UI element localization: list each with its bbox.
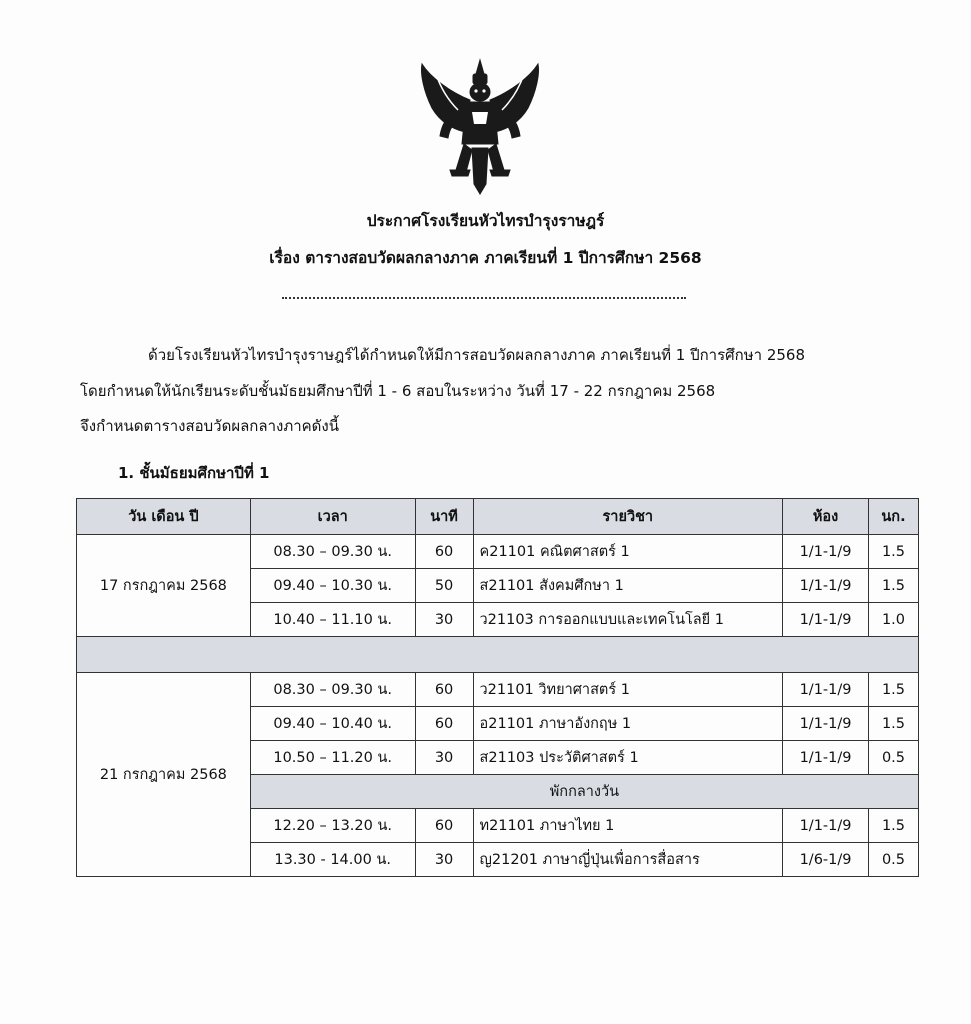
minutes-cell: 60	[415, 809, 473, 843]
credit-cell: 1.0	[868, 603, 918, 637]
time-cell: 09.40 – 10.40 น.	[250, 707, 415, 741]
time-cell: 08.30 – 09.30 น.	[250, 535, 415, 569]
garuda-emblem-icon	[410, 52, 550, 198]
subject-cell: ว21103 การออกแบบและเทคโนโลยี 1	[473, 603, 783, 637]
table-header-row	[77, 499, 919, 535]
date-cell: 21 กรกฎาคม 2568	[77, 673, 251, 877]
subject-cell: ท21101 ภาษาไทย 1	[473, 809, 783, 843]
time-cell: 13.30 - 14.00 น.	[250, 843, 415, 877]
subject-cell: ญ21201 ภาษาญี่ปุ่นเพื่อการสื่อสาร	[473, 843, 783, 877]
date-cell: 17 กรกฎาคม 2568	[77, 535, 251, 637]
minutes-cell: 60	[415, 673, 473, 707]
room-cell: 1/1-1/9	[783, 707, 869, 741]
room-cell: 1/1-1/9	[783, 673, 869, 707]
time-cell: 12.20 – 13.20 น.	[250, 809, 415, 843]
subject-cell: ว21101 วิทยาศาสตร์ 1	[473, 673, 783, 707]
credit-cell: 0.5	[868, 741, 918, 775]
credit-cell: 1.5	[868, 809, 918, 843]
credit-cell: 0.5	[868, 843, 918, 877]
credit-cell: 1.5	[868, 569, 918, 603]
room-cell: 1/1-1/9	[783, 809, 869, 843]
header-date: วัน เดือน ปี	[77, 499, 251, 535]
body-paragraph-3: จึงกำหนดตารางสอบวัดผลกลางภาคดังนี้	[80, 417, 339, 435]
dotted-divider	[282, 297, 686, 299]
subject-cell: ส21101 สังคมศึกษา 1	[473, 569, 783, 603]
time-cell: 09.40 – 10.30 น.	[250, 569, 415, 603]
room-cell: 1/6-1/9	[783, 843, 869, 877]
minutes-cell: 60	[415, 535, 473, 569]
section-title: 1. ชั้นมัธยมศึกษาปีที่ 1	[118, 464, 270, 482]
header-subject: รายวิชา	[473, 499, 783, 535]
time-cell: 10.40 – 11.10 น.	[250, 603, 415, 637]
minutes-cell: 30	[415, 843, 473, 877]
minutes-cell: 30	[415, 603, 473, 637]
room-cell: 1/1-1/9	[783, 535, 869, 569]
time-cell: 08.30 – 09.30 น.	[250, 673, 415, 707]
header-time: เวลา	[250, 499, 415, 535]
header-minutes: นาที	[415, 499, 473, 535]
credit-cell: 1.5	[868, 707, 918, 741]
body-paragraph-2: โดยกำหนดให้นักเรียนระดับชั้นมัธยมศึกษาปีที่ 1 - 6 สอบในระหว่าง วันที่ 17 - 22 กรกฎาคม 2568	[80, 382, 716, 400]
separator-row	[77, 637, 919, 673]
exam-schedule-table	[76, 498, 919, 877]
minutes-cell: 60	[415, 707, 473, 741]
minutes-cell: 50	[415, 569, 473, 603]
announcement-subject: เรื่อง ตารางสอบวัดผลกลางภาค ภาคเรียนที่ 1 ปีการศึกษา 2568	[269, 249, 702, 267]
minutes-cell: 30	[415, 741, 473, 775]
credit-cell: 1.5	[868, 535, 918, 569]
separator-cell	[77, 637, 919, 673]
credit-cell: 1.5	[868, 673, 918, 707]
lunch-break-cell: พักกลางวัน	[250, 775, 918, 809]
header-credit: นก.	[868, 499, 918, 535]
room-cell: 1/1-1/9	[783, 741, 869, 775]
subject-cell: ส21103 ประวัติศาสตร์ 1	[473, 741, 783, 775]
body-paragraph-1: ด้วยโรงเรียนหัวไทรบำรุงราษฎร์ได้กำหนดให้มีการสอบวัดผลกลางภาค ภาคเรียนที่ 1 ปีการศึกษา 2568	[148, 346, 806, 364]
header-room: ห้อง	[783, 499, 869, 535]
room-cell: 1/1-1/9	[783, 569, 869, 603]
subject-cell: ค21101 คณิตศาสตร์ 1	[473, 535, 783, 569]
table-row	[77, 535, 919, 569]
room-cell: 1/1-1/9	[783, 603, 869, 637]
announcement-title: ประกาศโรงเรียนหัวไทรบำรุงราษฎร์	[366, 212, 605, 230]
time-cell: 10.50 – 11.20 น.	[250, 741, 415, 775]
table-row	[77, 673, 919, 707]
subject-cell: อ21101 ภาษาอังกฤษ 1	[473, 707, 783, 741]
